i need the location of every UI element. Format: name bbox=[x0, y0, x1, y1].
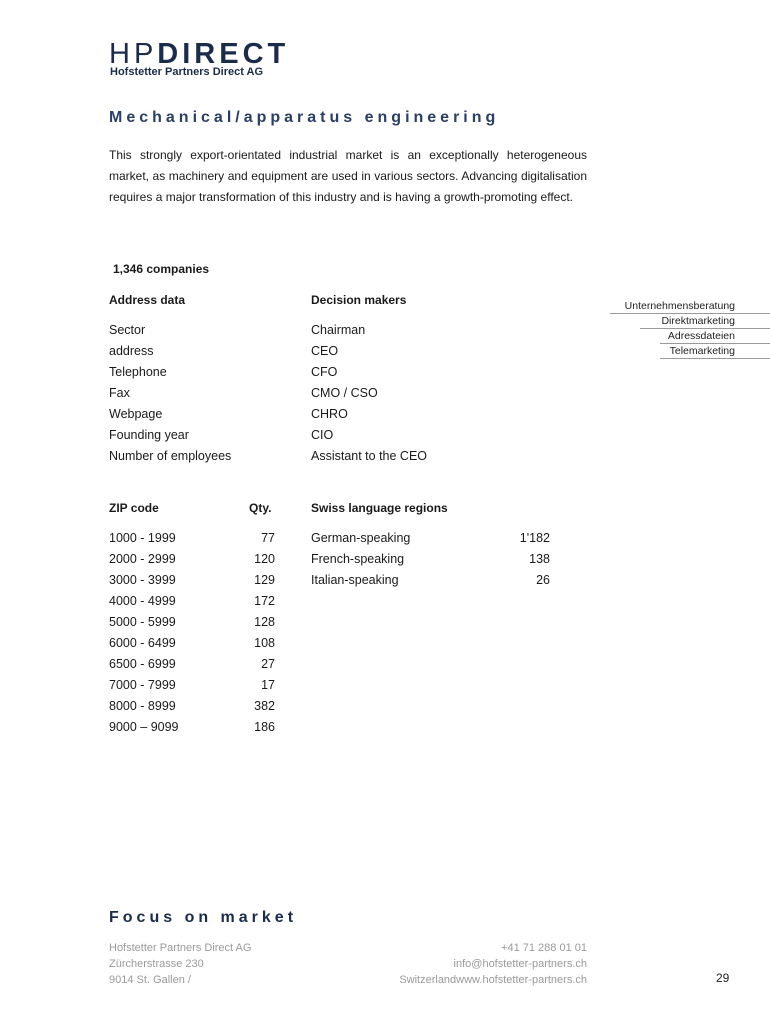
table-row bbox=[109, 717, 275, 738]
zip-cell: 5000 - 5999 bbox=[109, 615, 176, 629]
footer-contact bbox=[399, 940, 587, 988]
list-item: Sector bbox=[109, 323, 146, 337]
intro-paragraph: This strongly export-orientated industrial market is an exceptionally heterogeneous market, as machinery and equipment are used in various sectors. Advancing digitalisation requires a major transformation of this industry and is having a growth-promoting effect. bbox=[109, 148, 587, 204]
list-item: Founding year bbox=[109, 428, 189, 442]
list-item: Telephone bbox=[109, 365, 167, 379]
address-data-list bbox=[109, 320, 231, 467]
qty-cell: 17 bbox=[261, 678, 275, 692]
table-row bbox=[109, 612, 275, 633]
table-row bbox=[109, 654, 275, 675]
qty-cell: 138 bbox=[529, 552, 550, 566]
table-row bbox=[109, 570, 275, 591]
list-item: Assistant to the CEO bbox=[311, 449, 428, 463]
qty-cell: 1'182 bbox=[519, 531, 550, 545]
side-nav bbox=[610, 299, 770, 359]
list-item: CEO bbox=[311, 344, 339, 358]
qty-cell: 186 bbox=[254, 720, 275, 734]
table-row bbox=[109, 696, 275, 717]
table-row bbox=[311, 528, 550, 549]
zip-cell: 6500 - 6999 bbox=[109, 657, 176, 671]
companies-count: 1,346 companies bbox=[113, 262, 210, 276]
list-item: Chairman bbox=[311, 323, 366, 337]
zip-cell: 4000 - 4999 bbox=[109, 594, 176, 608]
qty-cell: 129 bbox=[254, 573, 275, 587]
zip-header: ZIP code bbox=[109, 501, 159, 515]
footer-phone: +41 71 288 01 01 bbox=[501, 942, 587, 954]
zip-cell: 9000 – 9099 bbox=[109, 720, 179, 734]
qty-cell: 26 bbox=[536, 573, 550, 587]
zip-cell: 8000 - 8999 bbox=[109, 699, 176, 713]
language-regions-header: Swiss language regions bbox=[311, 501, 448, 515]
list-item: Number of employees bbox=[109, 449, 232, 463]
page-number: 29 bbox=[716, 971, 730, 985]
footer-line: 9014 St. Gallen / bbox=[109, 974, 191, 986]
region-cell: Italian-speaking bbox=[311, 573, 399, 587]
table-row bbox=[109, 528, 275, 549]
address-data-header: Address data bbox=[109, 293, 186, 307]
list-item: CFO bbox=[311, 365, 338, 379]
region-cell: French-speaking bbox=[311, 552, 405, 566]
footer-line: Hofstetter Partners Direct AG bbox=[109, 942, 252, 954]
focus-heading: Focus on market bbox=[109, 909, 298, 926]
sidenav-item-telemarketing[interactable]: Telemarketing bbox=[660, 344, 770, 359]
footer-line: Zürcherstrasse 230 bbox=[109, 958, 204, 970]
list-item: CHRO bbox=[311, 407, 348, 421]
qty-cell: 172 bbox=[254, 594, 275, 608]
qty-cell: 120 bbox=[254, 552, 275, 566]
table-row bbox=[109, 633, 275, 654]
qty-cell: 77 bbox=[261, 531, 275, 545]
table-row bbox=[109, 591, 275, 612]
logo-hp: HP bbox=[109, 38, 158, 70]
table-row bbox=[109, 675, 275, 696]
footer-address bbox=[109, 940, 251, 988]
decision-makers-list bbox=[311, 320, 427, 467]
qty-cell: 108 bbox=[254, 636, 275, 650]
decision-makers-header: Decision makers bbox=[311, 293, 407, 307]
region-cell: German-speaking bbox=[311, 531, 411, 545]
qty-cell: 27 bbox=[261, 657, 275, 671]
sidenav-item-unternehmensberatung[interactable]: Unternehmensberatung bbox=[610, 299, 770, 314]
page-title: Mechanical/apparatus engineering bbox=[109, 109, 500, 126]
language-table bbox=[311, 528, 550, 591]
qty-cell: 382 bbox=[254, 699, 275, 713]
footer-website[interactable]: Switzerlandwww.hofstetter-partners.ch bbox=[399, 974, 587, 986]
qty-cell: 128 bbox=[254, 615, 275, 629]
zip-cell: 7000 - 7999 bbox=[109, 678, 176, 692]
zip-cell: 1000 - 1999 bbox=[109, 531, 176, 545]
footer-email[interactable]: info@hofstetter-partners.ch bbox=[453, 958, 587, 970]
qty-header: Qty. bbox=[249, 501, 272, 515]
zip-table bbox=[109, 528, 275, 738]
list-item: CMO / CSO bbox=[311, 386, 378, 400]
zip-cell: 6000 - 6499 bbox=[109, 636, 176, 650]
logo-subtitle: Hofstetter Partners Direct AG bbox=[110, 66, 264, 78]
list-item: Webpage bbox=[109, 407, 163, 421]
zip-cell: 2000 - 2999 bbox=[109, 552, 176, 566]
zip-cell: 3000 - 3999 bbox=[109, 573, 176, 587]
list-item: address bbox=[109, 344, 154, 358]
table-row bbox=[109, 549, 275, 570]
sidenav-item-direktmarketing[interactable]: Direktmarketing bbox=[640, 314, 770, 329]
list-item: Fax bbox=[109, 386, 130, 400]
table-row bbox=[311, 570, 550, 591]
logo-direct: DIRECT bbox=[157, 38, 290, 70]
table-row bbox=[311, 549, 550, 570]
sidenav-item-adressdateien[interactable]: Adressdateien bbox=[660, 329, 770, 344]
list-item: CIO bbox=[311, 428, 334, 442]
